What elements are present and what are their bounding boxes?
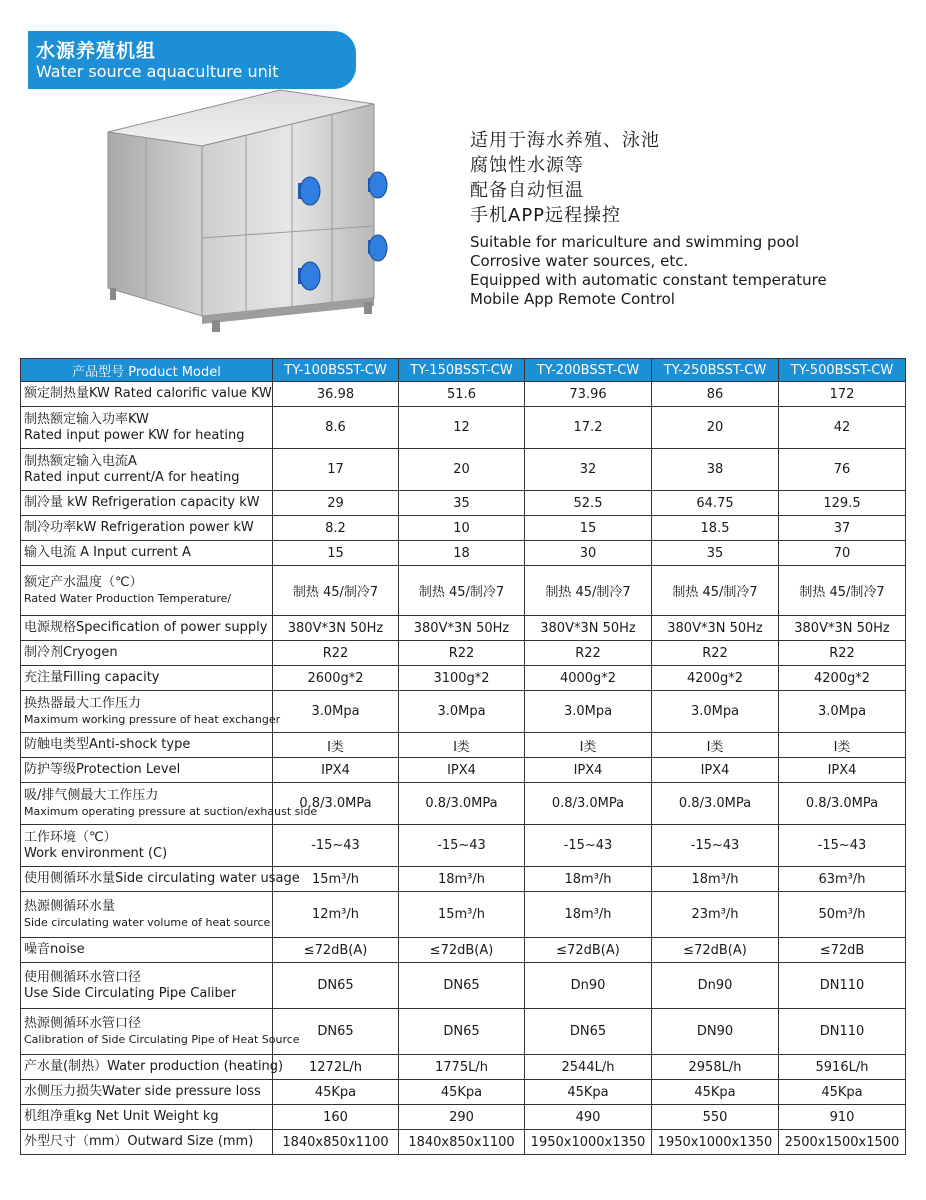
table-row [21, 491, 906, 516]
table-cell: 50m³/h [779, 892, 906, 938]
table-row [21, 1080, 906, 1105]
table-cell: 129.5 [779, 491, 906, 516]
table-cell: 910 [779, 1105, 906, 1130]
table-cell: 64.75 [652, 491, 779, 516]
table-cell: -15~43 [525, 825, 652, 867]
table-cell: -15~43 [273, 825, 399, 867]
row-label: 制冷功率kW Refrigeration power kW [21, 516, 273, 541]
table-cell: R22 [273, 641, 399, 666]
table-row [21, 641, 906, 666]
table-cell: 17 [273, 449, 399, 491]
row-label: 制热额定输入功率KW Rated input power KW for heating [21, 407, 273, 449]
row-label: 工作环境（℃） Work environment (C) [21, 825, 273, 867]
table-cell: 10 [399, 516, 525, 541]
desc-en-line: Suitable for mariculture and swimming pool [470, 233, 800, 251]
table-row [21, 892, 906, 938]
table-cell: 1950x1000x1350 [525, 1130, 652, 1155]
table-cell: 29 [273, 491, 399, 516]
table-cell: 0.8/3.0MPa [525, 783, 652, 825]
table-cell: 3100g*2 [399, 666, 525, 691]
table-cell: I类 [399, 733, 525, 758]
table-row [21, 963, 906, 1009]
table-cell: 380V*3N 50Hz [399, 616, 525, 641]
row-label: 热源侧循环水管口径 Calibration of Side Circulating Pipe of Heat Source [21, 1009, 273, 1055]
table-cell: ≤72dB(A) [399, 938, 525, 963]
table-cell: 18 [399, 541, 525, 566]
desc-zh-line: 适用于海水养殖、泳池 [470, 130, 660, 151]
desc-zh-line: 手机APP远程操控 [470, 205, 622, 226]
desc-en-line: Mobile App Remote Control [470, 290, 675, 308]
table-cell: 172 [779, 382, 906, 407]
table-row [21, 783, 906, 825]
table-row [21, 1130, 906, 1155]
table-row [21, 733, 906, 758]
table-cell: 380V*3N 50Hz [779, 616, 906, 641]
table-cell: 18m³/h [652, 867, 779, 892]
table-cell: 70 [779, 541, 906, 566]
table-cell: 35 [652, 541, 779, 566]
table-cell: 15m³/h [399, 892, 525, 938]
table-cell: 2544L/h [525, 1055, 652, 1080]
header-model: TY-150BSST-CW [399, 359, 525, 382]
table-cell: -15~43 [652, 825, 779, 867]
table-cell: 18m³/h [525, 892, 652, 938]
table-cell: 制热 45/制冷7 [273, 566, 399, 616]
table-cell: 0.8/3.0MPa [273, 783, 399, 825]
table-row [21, 867, 906, 892]
table-cell: 380V*3N 50Hz [273, 616, 399, 641]
table-cell: ≤72dB(A) [525, 938, 652, 963]
table-cell: 3.0Mpa [779, 691, 906, 733]
table-cell: 45Kpa [399, 1080, 525, 1105]
table-cell: 0.8/3.0MPa [779, 783, 906, 825]
table-row [21, 449, 906, 491]
table-cell: 42 [779, 407, 906, 449]
row-label: 机组净重kg Net Unit Weight kg [21, 1105, 273, 1130]
table-cell: IPX4 [779, 758, 906, 783]
table-cell: 73.96 [525, 382, 652, 407]
row-label: 吸/排气侧最大工作压力 Maximum operating pressure at suction/exhaust side [21, 783, 273, 825]
title-banner [28, 31, 356, 89]
table-cell: 制热 45/制冷7 [652, 566, 779, 616]
table-cell: 490 [525, 1105, 652, 1130]
table-cell: DN110 [779, 1009, 906, 1055]
table-cell: 3.0Mpa [525, 691, 652, 733]
table-row [21, 407, 906, 449]
table-cell: 18m³/h [399, 867, 525, 892]
header-model: TY-100BSST-CW [273, 359, 399, 382]
table-cell: 1840x850x1100 [273, 1130, 399, 1155]
table-cell: 2958L/h [652, 1055, 779, 1080]
table-cell: 2500x1500x1500 [779, 1130, 906, 1155]
table-row [21, 825, 906, 867]
table-cell: I类 [779, 733, 906, 758]
table-cell: 20 [652, 407, 779, 449]
table-row [21, 758, 906, 783]
table-cell: ≤72dB(A) [273, 938, 399, 963]
table-cell: 4000g*2 [525, 666, 652, 691]
table-cell: 1272L/h [273, 1055, 399, 1080]
row-label: 噪音noise [21, 938, 273, 963]
table-row [21, 616, 906, 641]
table-cell: IPX4 [525, 758, 652, 783]
row-label: 水侧压力损失Water side pressure loss [21, 1080, 273, 1105]
table-cell: IPX4 [652, 758, 779, 783]
table-cell: I类 [525, 733, 652, 758]
table-cell: 30 [525, 541, 652, 566]
row-label: 产水量(制热）Water production (heating) [21, 1055, 273, 1080]
table-cell: 86 [652, 382, 779, 407]
table-row [21, 1105, 906, 1130]
spec-table [20, 358, 906, 1155]
table-cell: 76 [779, 449, 906, 491]
row-label: 充注量Filling capacity [21, 666, 273, 691]
table-cell: 制热 45/制冷7 [779, 566, 906, 616]
table-cell: R22 [779, 641, 906, 666]
table-cell: 45Kpa [779, 1080, 906, 1105]
table-cell: 38 [652, 449, 779, 491]
table-row [21, 1009, 906, 1055]
row-label: 电源规格Specification of power supply [21, 616, 273, 641]
table-row [21, 691, 906, 733]
table-cell: R22 [399, 641, 525, 666]
table-cell: 4200g*2 [779, 666, 906, 691]
table-cell: DN110 [779, 963, 906, 1009]
row-label: 制冷量 kW Refrigeration capacity kW [21, 491, 273, 516]
row-label: 制热额定输入电流A Rated input current/A for heating [21, 449, 273, 491]
table-cell: 制热 45/制冷7 [525, 566, 652, 616]
table-cell: 35 [399, 491, 525, 516]
table-cell: 3.0Mpa [399, 691, 525, 733]
row-label: 输入电流 A Input current A [21, 541, 273, 566]
table-cell: DN65 [525, 1009, 652, 1055]
table-row [21, 516, 906, 541]
row-label: 使用侧循环水量Side circulating water usage [21, 867, 273, 892]
table-cell: 37 [779, 516, 906, 541]
table-cell: 17.2 [525, 407, 652, 449]
table-cell: I类 [273, 733, 399, 758]
table-row [21, 541, 906, 566]
table-cell: 1775L/h [399, 1055, 525, 1080]
table-cell: 15 [525, 516, 652, 541]
table-cell: 32 [525, 449, 652, 491]
table-cell: 380V*3N 50Hz [652, 616, 779, 641]
desc-en-line: Corrosive water sources, etc. [470, 252, 689, 270]
table-cell: Dn90 [525, 963, 652, 1009]
table-cell: 3.0Mpa [273, 691, 399, 733]
table-cell: 45Kpa [525, 1080, 652, 1105]
row-label: 防触电类型Anti-shock type [21, 733, 273, 758]
table-cell: I类 [652, 733, 779, 758]
table-cell: Dn90 [652, 963, 779, 1009]
table-cell: DN65 [399, 963, 525, 1009]
table-row [21, 666, 906, 691]
title-en: Water source aquaculture unit [36, 62, 279, 81]
table-cell: 0.8/3.0MPa [652, 783, 779, 825]
row-label: 使用侧循环水管口径 Use Side Circulating Pipe Caliber [21, 963, 273, 1009]
table-cell: 1950x1000x1350 [652, 1130, 779, 1155]
table-cell: -15~43 [399, 825, 525, 867]
table-cell: 12 [399, 407, 525, 449]
table-cell: ≤72dB [779, 938, 906, 963]
row-label: 热源侧循环水量 Side circulating water volume of heat source [21, 892, 273, 938]
table-cell: 15m³/h [273, 867, 399, 892]
row-label: 换热器最大工作压力 Maximum working pressure of heat exchanger [21, 691, 273, 733]
product-description [470, 128, 827, 309]
unit-photo [106, 88, 406, 338]
table-cell: 290 [399, 1105, 525, 1130]
table-cell: R22 [652, 641, 779, 666]
table-cell: 52.5 [525, 491, 652, 516]
table-row [21, 566, 906, 616]
table-cell: 8.2 [273, 516, 399, 541]
table-row [21, 1055, 906, 1080]
table-cell: DN90 [652, 1009, 779, 1055]
table-cell: 4200g*2 [652, 666, 779, 691]
table-cell: 制热 45/制冷7 [399, 566, 525, 616]
table-cell: 160 [273, 1105, 399, 1130]
header-model: TY-500BSST-CW [779, 359, 906, 382]
table-cell: DN65 [399, 1009, 525, 1055]
header-model: TY-200BSST-CW [525, 359, 652, 382]
header-product-model: 产品型号 Product Model [21, 359, 273, 382]
table-cell: 15 [273, 541, 399, 566]
table-cell: 5916L/h [779, 1055, 906, 1080]
table-cell: 2600g*2 [273, 666, 399, 691]
table-header-row [21, 359, 906, 382]
table-cell: 20 [399, 449, 525, 491]
table-cell: DN65 [273, 963, 399, 1009]
header-model: TY-250BSST-CW [652, 359, 779, 382]
table-cell: IPX4 [273, 758, 399, 783]
desc-zh-line: 腐蚀性水源等 [470, 155, 584, 176]
table-cell: DN65 [273, 1009, 399, 1055]
table-row [21, 382, 906, 407]
table-cell: 18.5 [652, 516, 779, 541]
table-cell: 8.6 [273, 407, 399, 449]
table-cell: 63m³/h [779, 867, 906, 892]
table-cell: 0.8/3.0MPa [399, 783, 525, 825]
table-cell: 51.6 [399, 382, 525, 407]
table-cell: 45Kpa [652, 1080, 779, 1105]
table-cell: 23m³/h [652, 892, 779, 938]
title-zh: 水源养殖机组 [36, 40, 157, 62]
table-cell: 36.98 [273, 382, 399, 407]
table-cell: 380V*3N 50Hz [525, 616, 652, 641]
table-cell: 550 [652, 1105, 779, 1130]
row-label: 制冷剂Cryogen [21, 641, 273, 666]
desc-en-line: Equipped with automatic constant temperature [470, 271, 827, 289]
table-cell: -15~43 [779, 825, 906, 867]
table-row [21, 938, 906, 963]
table-cell: ≤72dB(A) [652, 938, 779, 963]
desc-zh-line: 配备自动恒温 [470, 180, 584, 201]
table-cell: 18m³/h [525, 867, 652, 892]
table-cell: 12m³/h [273, 892, 399, 938]
row-label: 额定产水温度（℃） Rated Water Production Temperature/ [21, 566, 273, 616]
table-cell: R22 [525, 641, 652, 666]
table-cell: 45Kpa [273, 1080, 399, 1105]
row-label: 额定制热量KW Rated calorific value KW [21, 382, 273, 407]
table-cell: 3.0Mpa [652, 691, 779, 733]
table-cell: IPX4 [399, 758, 525, 783]
row-label: 防护等级Protection Level [21, 758, 273, 783]
row-label: 外型尺寸（mm）Outward Size (mm) [21, 1130, 273, 1155]
table-cell: 1840x850x1100 [399, 1130, 525, 1155]
